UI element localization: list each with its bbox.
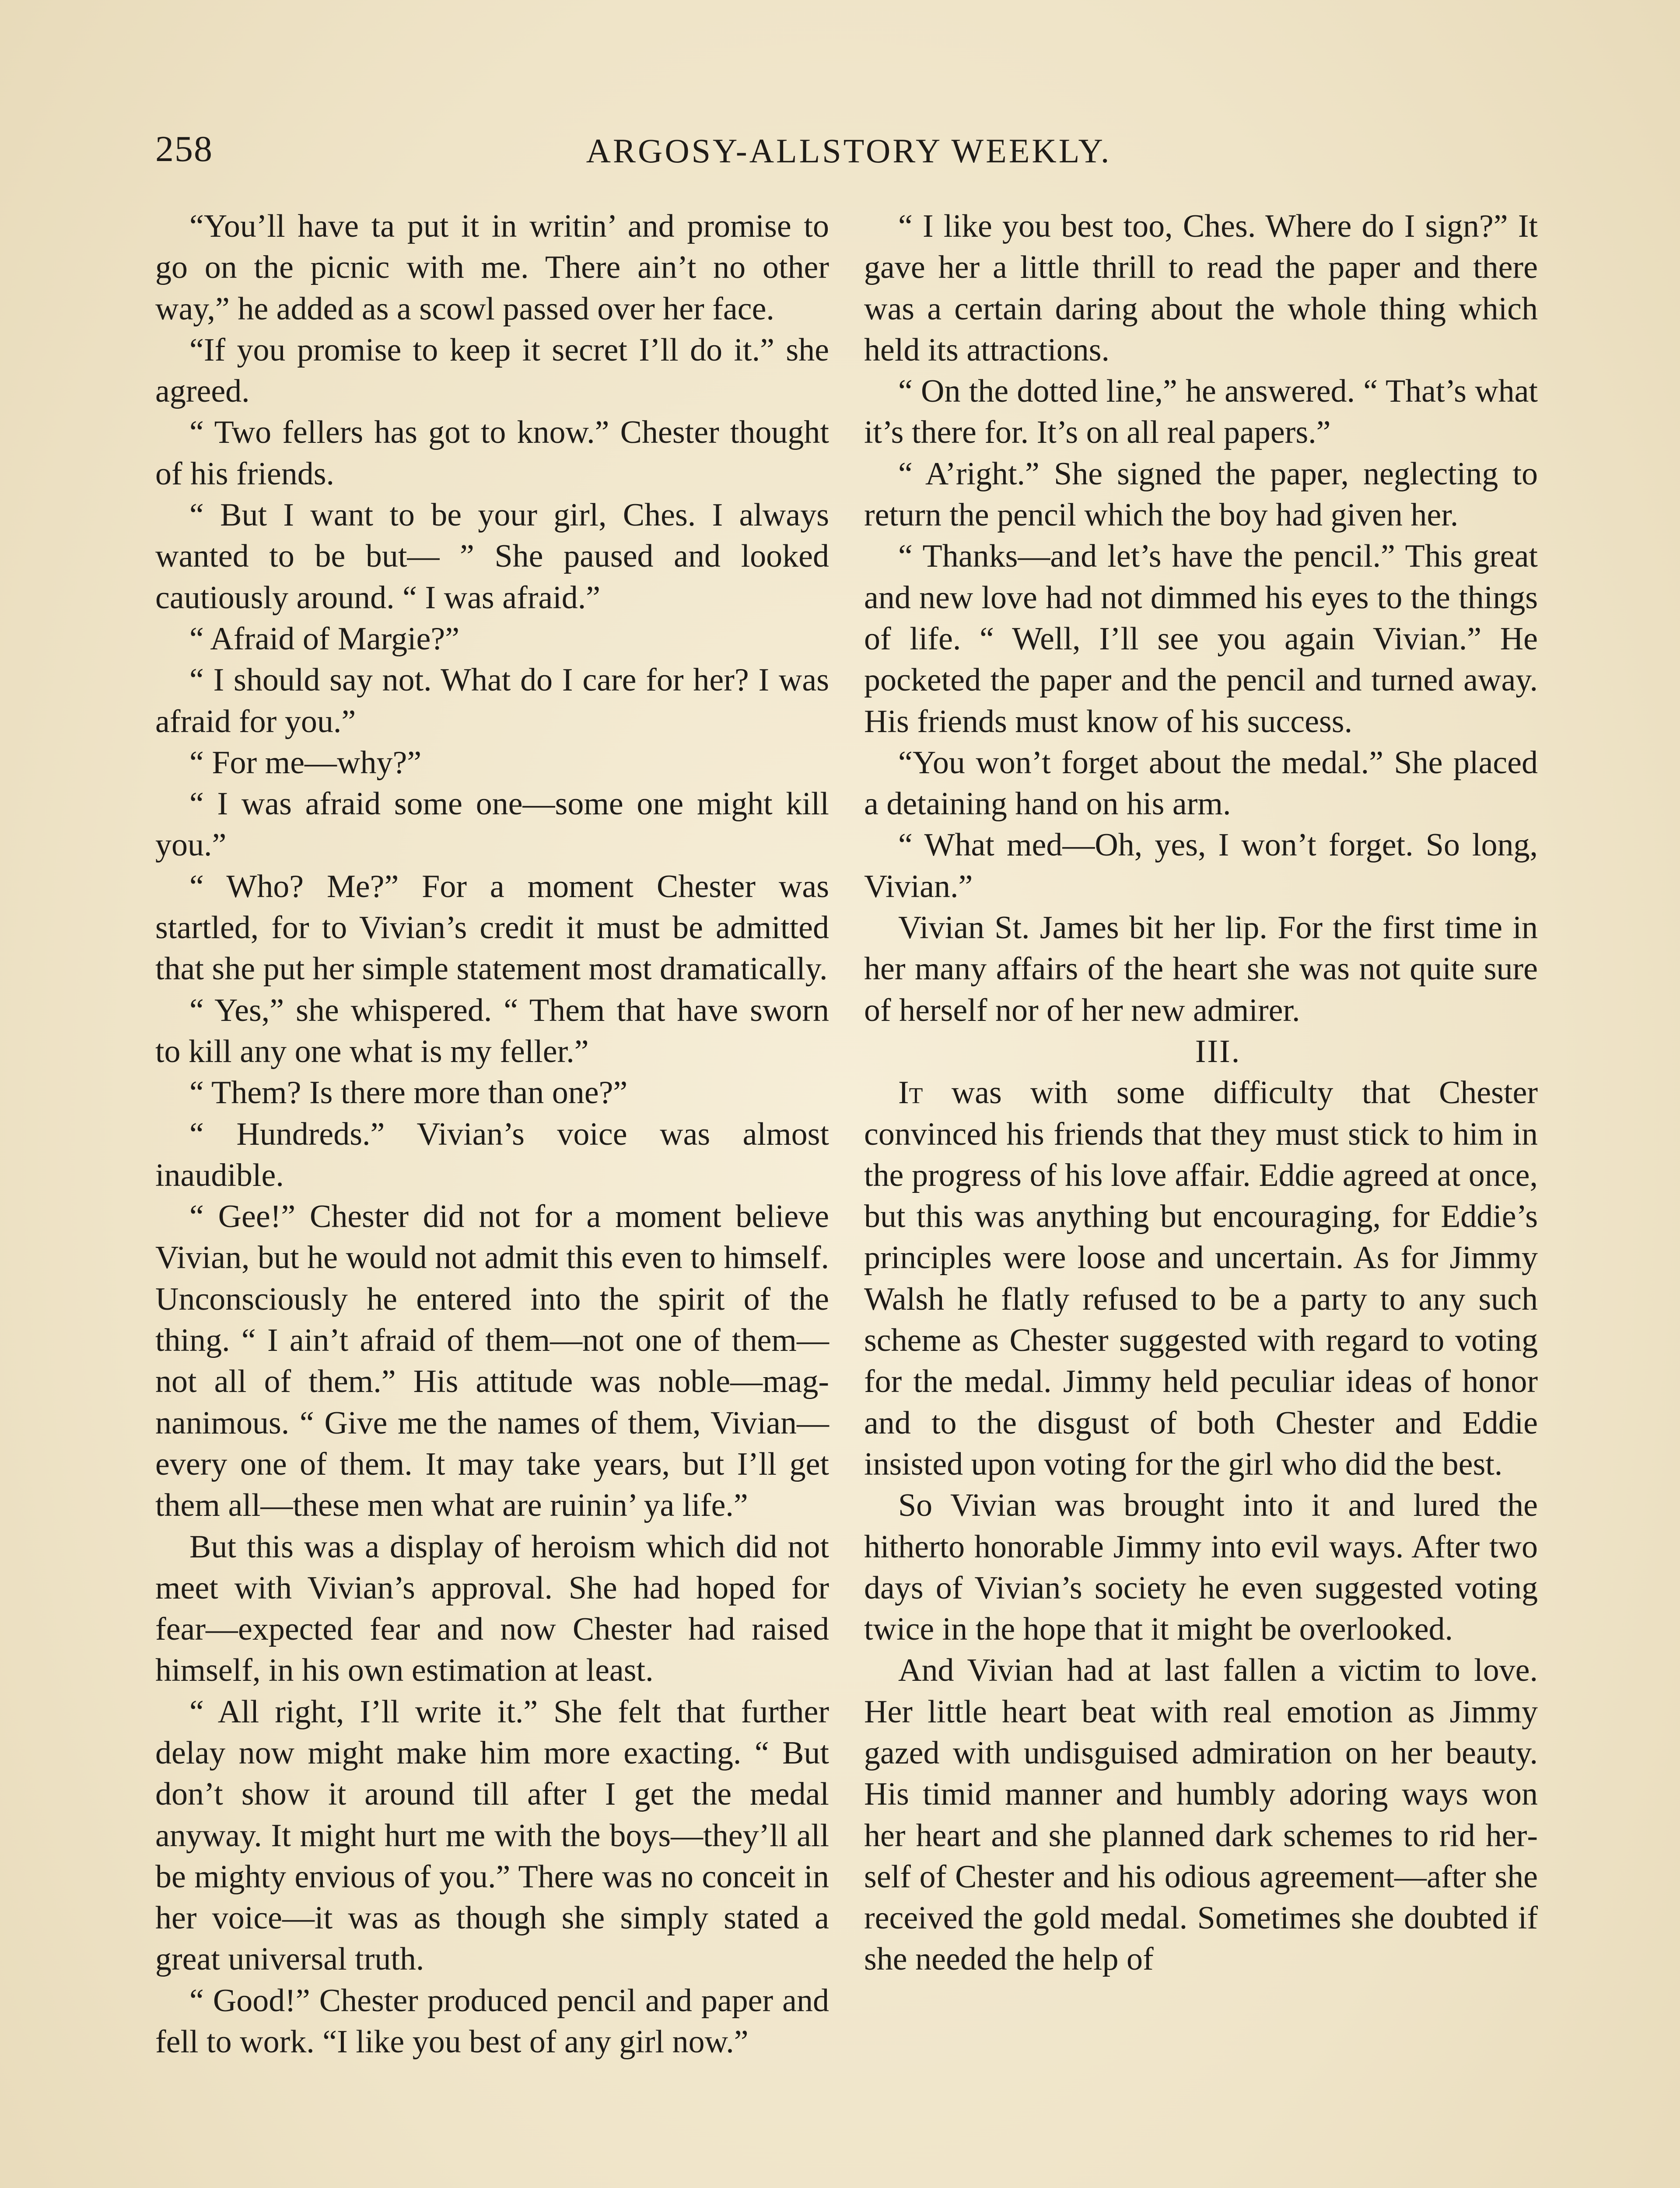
paragraph: “ Good!” Chester produced pencil and paper and fell to work. “I like you best of any girl now.” xyxy=(155,1982,829,2060)
paragraph: “ Who? Me?” For a moment Chester was startled, for to Vivian’s credit it must be admitted that she put her simple statement most dramatically. xyxy=(155,868,829,987)
paragraph: Vivian St. James bit her lip. For the first time in her many affairs of the heart she was not quite sure of herself nor of her new admirer. xyxy=(864,910,1538,1028)
section-first-paragraph-text: was with some difficulty that Chester convinced his friends that they must stick to him in the progress of his love affair. Eddie agreed at once, but this was anything but encouraging, for Eddie’s principles were loose and uncertain. As for Jimmy Walsh he flatly refused to be a party to any such scheme as Chester suggested with regard to voting for the medal. Jimmy held peculiar ideas of honor and to the disgust of both Chester and Eddie insisted upon voting for the girl who did the best. xyxy=(864,1075,1538,1482)
paragraph: “ I like you best too, Ches. Where do I sign?” It gave her a little thrill to read the paper and there was a certain daring about the whole thing which held its attractions. xyxy=(864,208,1538,368)
paragraph: “ Gee!” Chester did not for a moment believe Vivian, but he would not admit this even to himself. Unconsciously he entered into the spirit of the thing. “ I ain’t afraid of them—not one of them—not all of them.” His attitude was noble—magnanimous. “ Give me the names of them, Vivian—every one of them. It may take years, but I’ll get them all—these men what are ruinin’ ya life.” xyxy=(155,1199,829,1524)
paragraph: “ Two fellers has got to know.” Chester thought of his friends. xyxy=(155,414,829,492)
right-column xyxy=(864,206,1538,1980)
paragraph: “ A’right.” She signed the paper, neglecting to return the pencil which the boy had given her. xyxy=(864,456,1538,533)
paragraph: “ For me—why?” xyxy=(189,744,422,781)
paragraph: “ Hundreds.” Vivian’s voice was almost inaudible. xyxy=(155,1116,829,1193)
running-head: ARGOSY-ALLSTORY WEEKLY. xyxy=(586,132,1112,170)
paragraph: “ I should say not. What do I care for her? I was afraid for you.” xyxy=(155,662,829,740)
paragraph: “ I was afraid some one—some one might kill you.” xyxy=(155,786,829,863)
section-lead-word: It xyxy=(898,1075,923,1111)
section-first-paragraph xyxy=(864,1072,1538,1485)
paragraph: “ Yes,” she whispered. “ Them that have sworn to kill any one what is my feller.” xyxy=(155,992,829,1069)
paragraph: So Vivian was brought into it and lured the hitherto honorable Jimmy into evil ways. After two days of Vivian’s society he even suggested voting twice in the hope that it might be overlooked. xyxy=(864,1487,1538,1648)
paragraph: “You’ll have ta put it in writin’ and promise to go on the picnic with me. There ain’t no other way,” he added as a scowl passed over her face. xyxy=(155,208,829,327)
paragraph: “ All right, I’ll write it.” She felt that further delay now might make him more exacting. “ But don’t show it around till after I get the medal anyway. It might hurt me with the boys—they’ll all be mighty envious of you.” There was no conceit in her voice—it was as though she simply stated a great universal truth. xyxy=(155,1694,829,1978)
paragraph: “ Them? Is there more than one?” xyxy=(189,1075,628,1111)
paragraph: “ But I want to be your girl, Ches. I always wanted to be but— ” She paused and looked cautiously around. “ I was afraid.” xyxy=(155,497,829,616)
paragraph: And Vivian had at last fallen a victim to love. Her little heart beat with real emotion as Jimmy gazed with undisguised admiration on her beauty. His timid manner and humbly adoring ways won her heart and she planned dark schemes to rid herself of Chester and his odious agreement—after she received the gold medal. Sometimes she doubted if she needed the help of xyxy=(864,1652,1538,1978)
paragraph: “You won’t forget about the medal.” She placed a detaining hand on his arm. xyxy=(864,744,1538,822)
paragraph: “If you promise to keep it secret I’ll do it.” she agreed. xyxy=(155,332,829,410)
page-number: 258 xyxy=(155,129,213,169)
page-header xyxy=(149,128,1549,180)
paragraph: But this was a display of heroism which did not meet with Vivian’s approval. She had hoped for fear—expected fear and now Chester had raised himself, in his own estimation at least. xyxy=(155,1529,829,1689)
paragraph: “ Afraid of Margie?” xyxy=(189,621,460,657)
paragraph: “ Thanks—and let’s have the pencil.” This great and new love had not dimmed his eyes to the things of life. “ Well, I’ll see you again Vivian.” He pocketed the paper and the pencil and turned away. His friends must know of his success. xyxy=(864,538,1538,740)
left-column xyxy=(155,206,829,2062)
paragraph: “ On the dotted line,” he answered. “ That’s what it’s there for. It’s on all real papers.” xyxy=(864,373,1538,451)
section-heading: III. xyxy=(1195,1033,1241,1069)
paragraph: “ What med—Oh, yes, I won’t forget. So long, Vivian.” xyxy=(864,827,1538,905)
